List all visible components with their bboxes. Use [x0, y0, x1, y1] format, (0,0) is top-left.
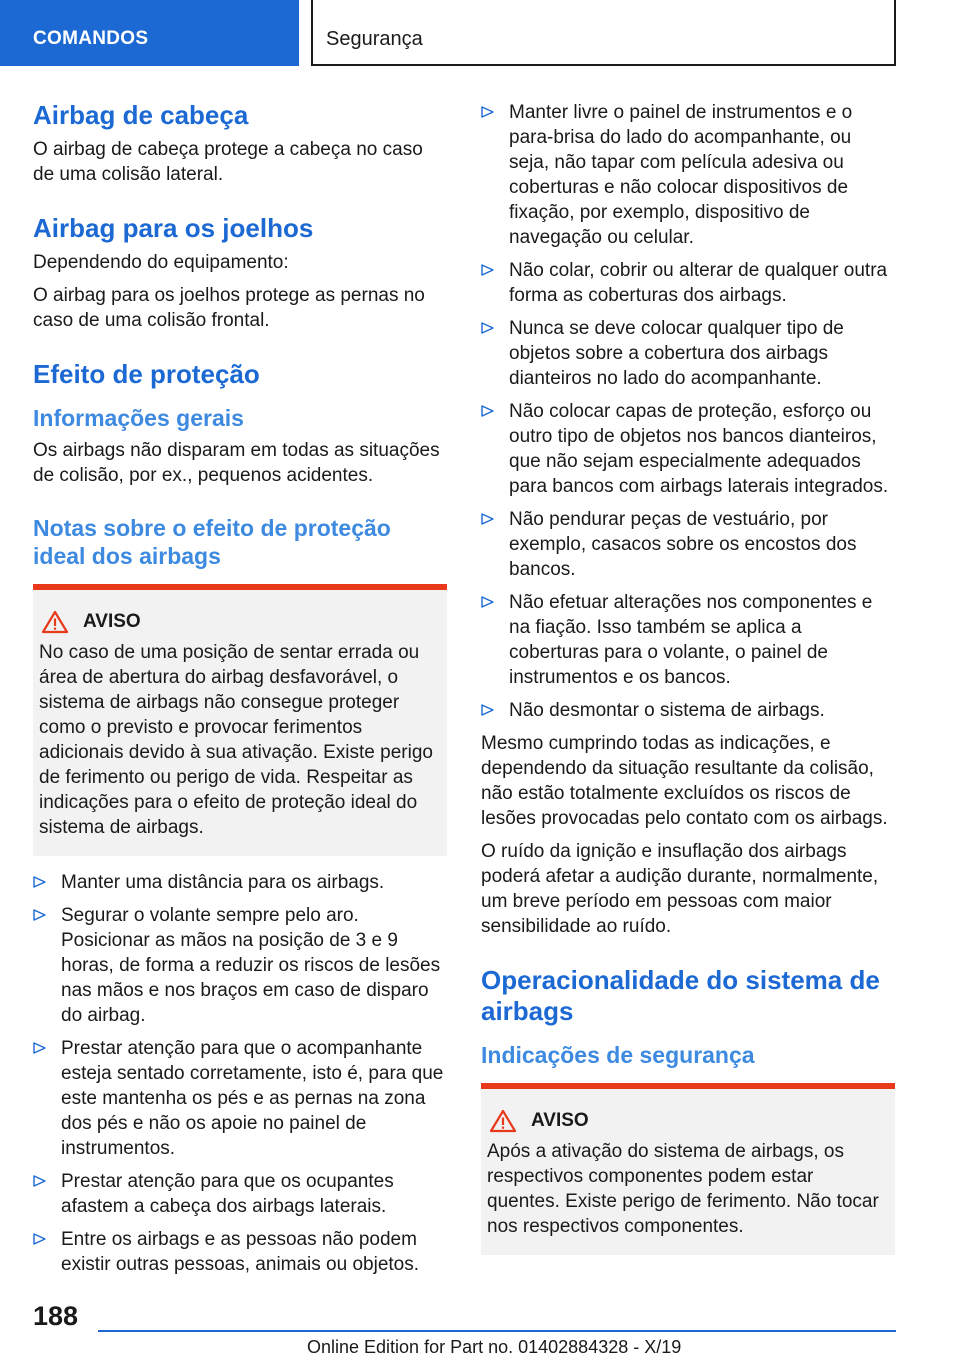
list-item-text: Prestar atenção para que o acompanhante esteja sentado corretamente, isto é, para que este mantenha os pés e as pernas na zona dos pés e não os apoie no painel de instrumentos. — [61, 1038, 444, 1159]
list-item-text: Manter livre o painel de instrumentos e o para-brisa do lado do acompanhante, ou seja, não tapar com película adesiva ou coberturas e não colocar dispositivos de fixação, por exemplo, dispositivo de navegação ou celular. — [509, 102, 853, 248]
bullet-list-right — [481, 100, 895, 723]
heading-general-info: Informações gerais — [33, 405, 244, 431]
list-item — [33, 870, 447, 895]
list-item — [481, 399, 895, 499]
list-item-text: Nunca se deve colocar qualquer tipo de objetos sobre a cobertura dos airbags dianteiros no lado do acompanhante. — [509, 318, 844, 389]
bullet-triangle-icon — [481, 322, 494, 334]
heading-safety-notes: Indicações de segurança — [481, 1042, 755, 1068]
list-item — [33, 1227, 447, 1277]
heading-protection-effect: Efeito de proteção — [33, 359, 260, 389]
footer-edition: Online Edition for Part no. 01402884328 - X/19 — [307, 1337, 682, 1357]
bullet-list-left — [33, 870, 447, 1277]
bullet-triangle-icon — [33, 876, 46, 888]
warning-title: AVISO — [531, 1110, 589, 1131]
list-item-text: Manter uma distância para os airbags. — [61, 872, 385, 893]
paragraph-general-info: Os airbags não disparam em todas as situações de colisão, por ex., pequenos acidentes. — [33, 440, 440, 486]
list-item-text: Segurar o volante sempre pelo aro. Posicionar as mãos na posição de 3 e 9 horas, de forma a reduzir os riscos de lesões nas mãos e nos braços em caso de disparo do airbag. — [61, 905, 441, 1026]
list-item — [481, 507, 895, 582]
warning-box — [33, 584, 447, 856]
list-item — [481, 258, 895, 308]
paragraph-knee-1: Dependendo do equipamento: — [33, 252, 289, 273]
list-item-text: Não colocar capas de proteção, esforço ou outro tipo de objetos nos bancos dianteiros, que não sejam especialmente adequados para bancos com airbags laterais integrados. — [509, 401, 889, 497]
list-item-text: Não desmontar o sistema de airbags. — [509, 700, 825, 721]
bullet-triangle-icon — [33, 909, 46, 921]
section-tab: COMANDOS — [0, 0, 299, 66]
bullet-triangle-icon — [481, 106, 494, 118]
list-item-text: Não colar, cobrir ou alterar de qualquer outra forma as coberturas dos airbags. — [509, 260, 888, 306]
list-item-text: Entre os airbags e as pessoas não podem existir outras pessoas, animais ou objetos. — [61, 1229, 420, 1275]
heading-knee-airbag: Airbag para os joelhos — [33, 213, 314, 243]
warning-triangle-icon — [41, 610, 69, 634]
list-item — [33, 1169, 447, 1219]
bullet-triangle-icon — [481, 264, 494, 276]
list-item-text: Prestar atenção para que os ocupantes afastem a cabeça dos airbags laterais. — [61, 1171, 394, 1217]
paragraph-noise: O ruído da ignição e insuflação dos airbags poderá afetar a audição durante, normalmente, um breve período em pessoas com maior sensibilidade ao ruído. — [481, 841, 879, 937]
list-item-text: Não efetuar alterações nos componentes e na fiação. Isso também se aplica a coberturas para o volante, o painel de instrumentos e os bancos. — [509, 592, 873, 688]
page-number: 188 — [33, 1301, 79, 1331]
heading-head-airbag: Airbag de cabeça — [33, 100, 249, 130]
warning-text: No caso de uma posição de sentar errada ou área de abertura do airbag desfavorável, o sistema de airbags não consegue proteger como o previsto e provocar ferimentos adicionais devido à sua ativação. Existe perigo de ferimento ou perigo de vida. Respeitar as indicações para o efeito de proteção ideal do sistema de airbags. — [39, 642, 433, 838]
heading-operational-readiness: Operacionalidade do sistema de airbags — [481, 965, 880, 1026]
chapter-tab: Segurança — [311, 0, 896, 66]
bullet-triangle-icon — [33, 1175, 46, 1187]
page-header — [0, 0, 960, 66]
heading-protection-notes: Notas sobre o efeito de proteção ideal dos airbags — [33, 515, 391, 569]
left-column — [33, 100, 447, 1285]
warning-box — [481, 1083, 895, 1255]
list-item — [481, 590, 895, 690]
warning-triangle-icon — [489, 1109, 517, 1133]
paragraph-head-airbag: O airbag de cabeça protege a cabeça no caso de uma colisão lateral. — [33, 139, 423, 185]
list-item — [481, 316, 895, 391]
right-column — [481, 100, 895, 1269]
bullet-triangle-icon — [33, 1233, 46, 1245]
list-item-text: Não pendurar peças de vestuário, por exemplo, casacos sobre os encostos dos bancos. — [509, 509, 857, 580]
warning-header — [487, 1109, 889, 1133]
list-item — [481, 100, 895, 250]
warning-header — [39, 610, 441, 634]
list-item — [481, 698, 895, 723]
bullet-triangle-icon — [481, 513, 494, 525]
bullet-triangle-icon — [481, 405, 494, 417]
list-item — [33, 1036, 447, 1161]
list-item — [33, 903, 447, 1028]
paragraph-residual-risk: Mesmo cumprindo todas as indicações, e dependendo da situação resultante da colisão, não estão totalmente excluídos os riscos de lesões provocadas pelo contato com os airbags. — [481, 733, 888, 829]
bullet-triangle-icon — [481, 704, 494, 716]
warning-title: AVISO — [83, 611, 141, 632]
warning-text: Após a ativação do sistema de airbags, os respectivos componentes podem estar quentes. Existe perigo de ferimento. Não tocar nos respectivos componentes. — [487, 1141, 879, 1237]
footer-divider — [98, 1330, 896, 1332]
bullet-triangle-icon — [481, 596, 494, 608]
paragraph-knee-2: O airbag para os joelhos protege as pernas no caso de uma colisão frontal. — [33, 285, 425, 331]
bullet-triangle-icon — [33, 1042, 46, 1054]
